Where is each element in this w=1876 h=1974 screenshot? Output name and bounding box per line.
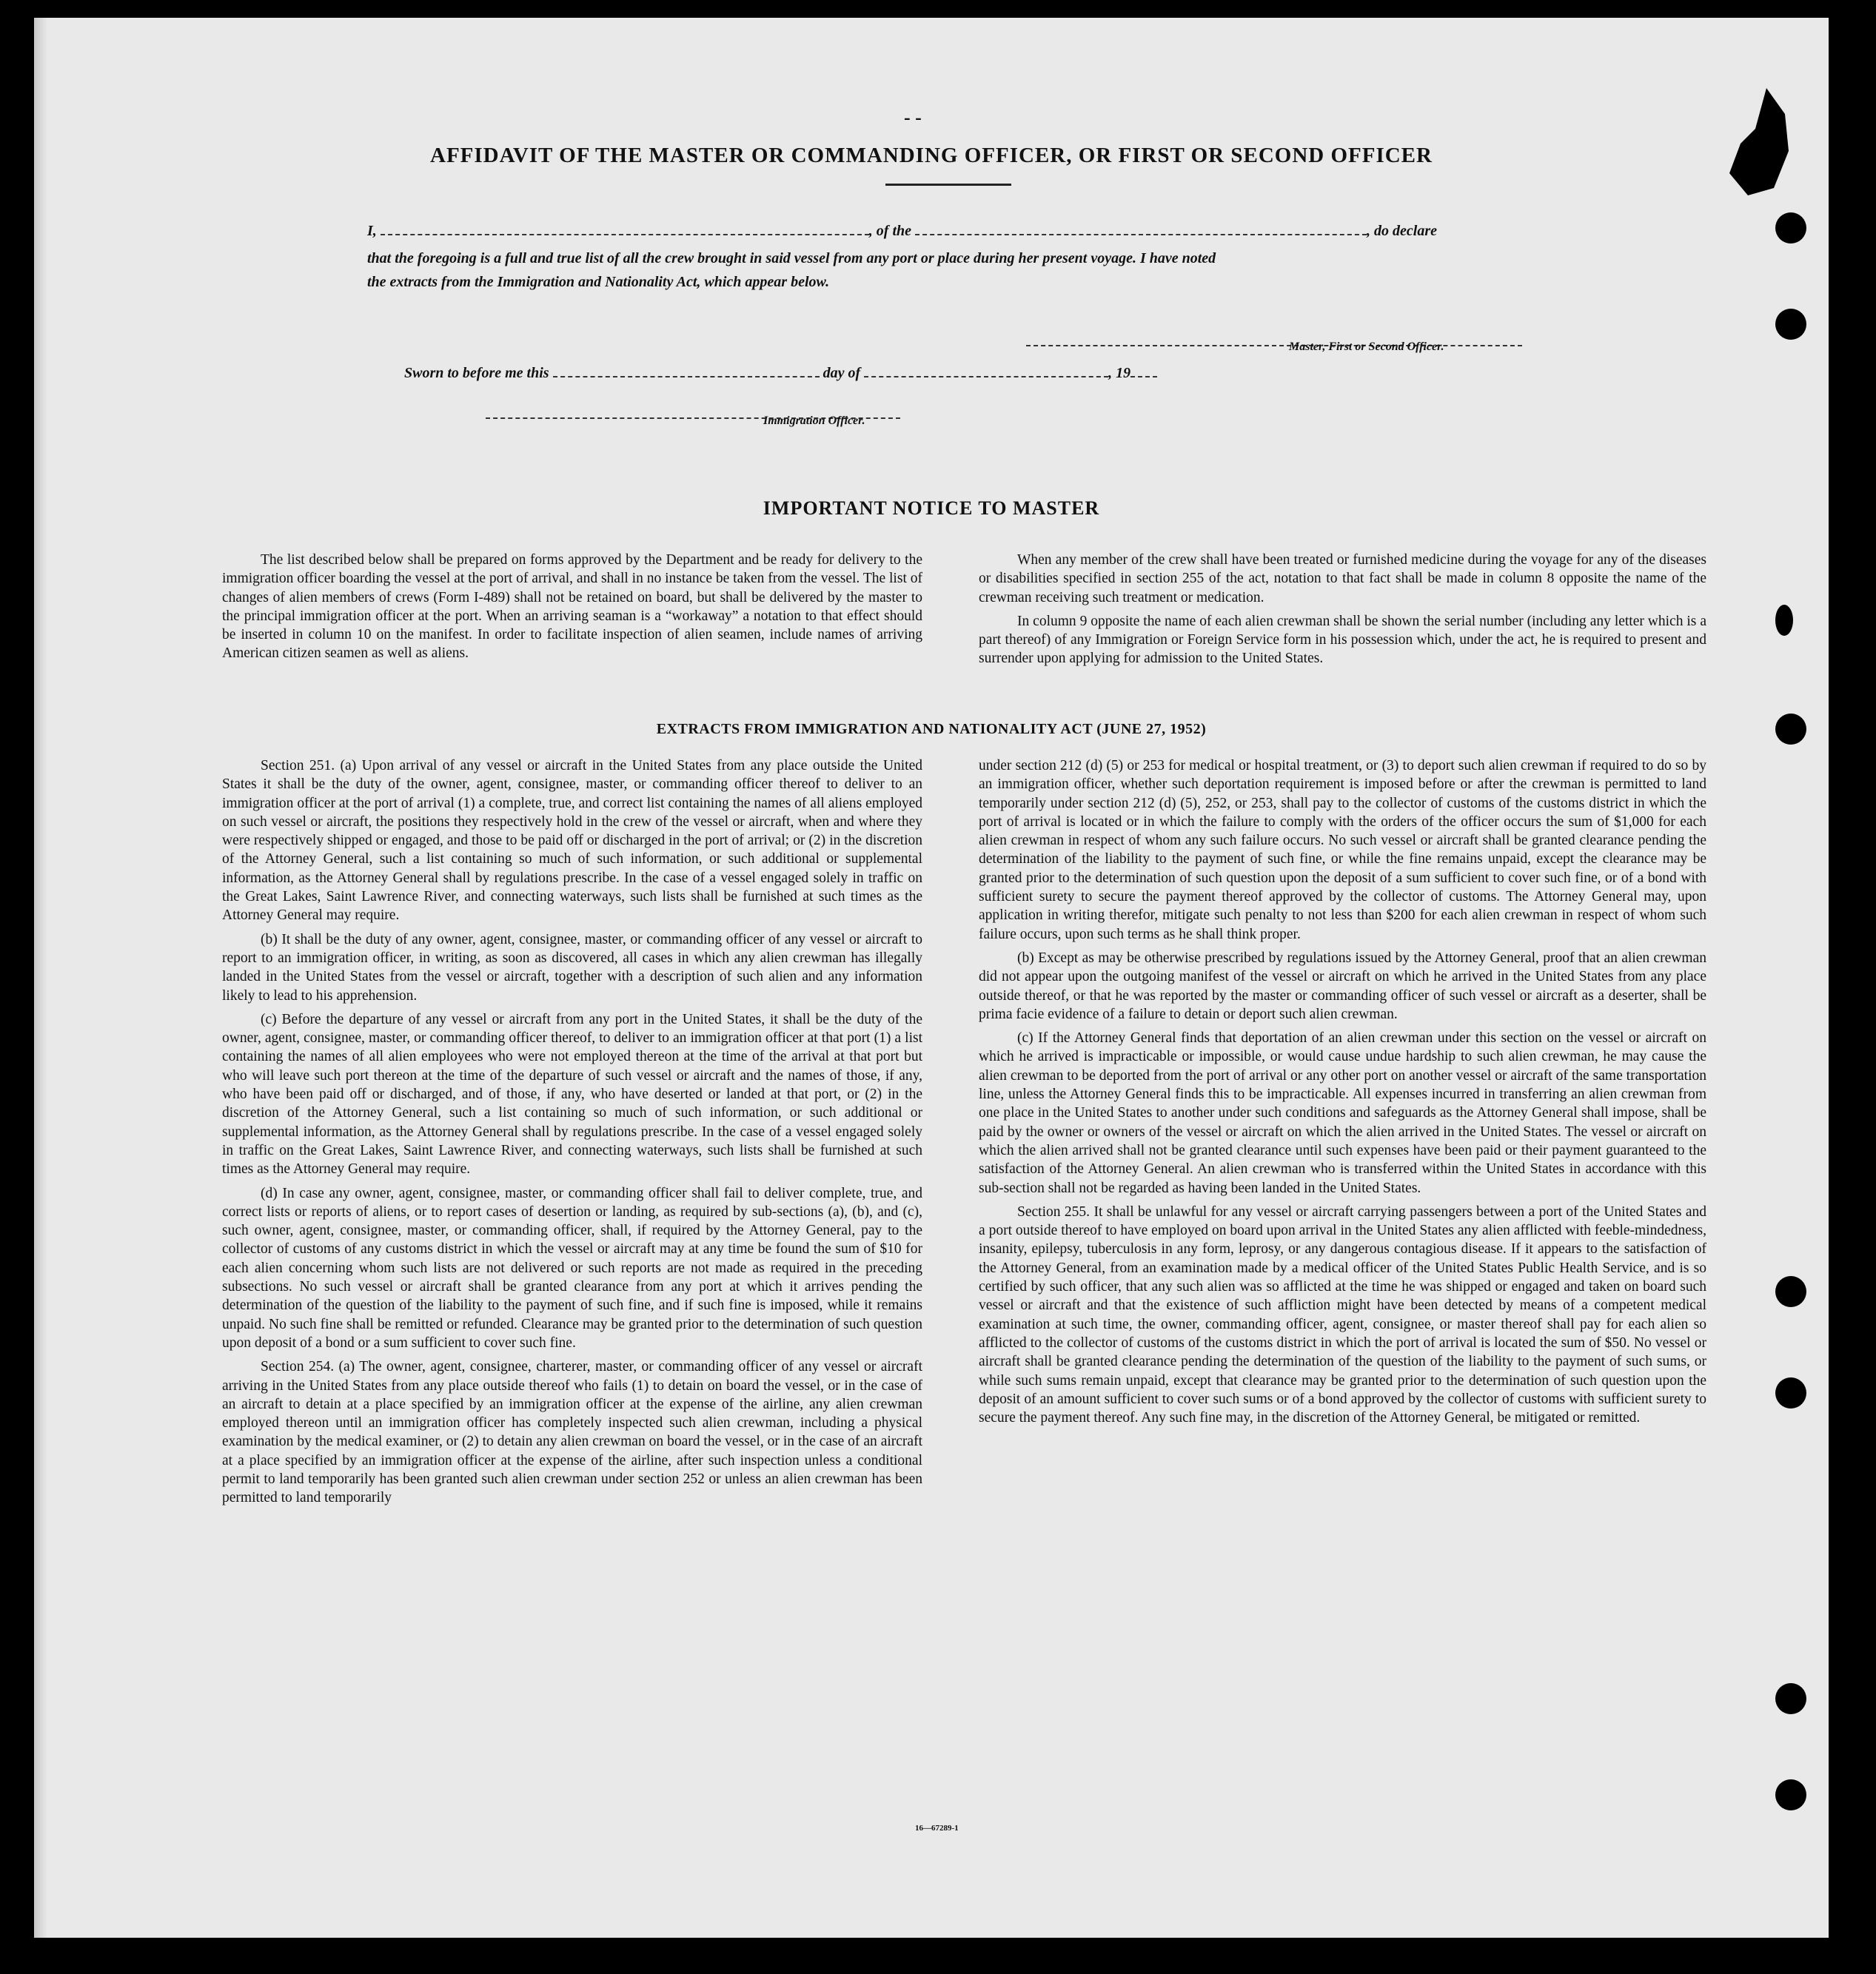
notice-paragraph: The list described below shall be prepared on forms approved by the Department and be ready for delivery to the immigration officer boarding the vessel at the port of arrival, and shall in no instance be taken from the vessel. The list of changes of alien members of crews (Form I-489) shall not be retained on board, but shall be delivered by the master to the principal immigration officer at the port. When an arriving seaman is a “workaway” a notation to that effect should be inserted in column 10 on the manifest. In order to facilitate inspection of alien seamen, include names of arriving American citizen seamen as well as aliens. — [222, 552, 922, 662]
punch-hole — [1775, 1377, 1806, 1409]
name-field[interactable] — [381, 222, 869, 235]
notice-left-column — [222, 551, 922, 668]
extracts-title: EXTRACTS FROM IMMIGRATION AND NATIONALITY ACT (JUNE 27, 1952) — [656, 721, 1207, 737]
page-edge-shadow — [34, 18, 47, 1938]
notice-right-column — [979, 551, 1706, 674]
section-paragraph: (b) It shall be the duty of any owner, agent, consignee, master, or commanding officer of any vessel or aircraft to report to an immigration officer, in writing, as soon as discovered, all cases in which any alien crewman has illegally landed in the United States from the vessel or aircraft, together with a description of such alien and any information likely to lead to his apprehension. — [222, 931, 922, 1004]
affidavit-title: AFFIDAVIT OF THE MASTER OR COMMANDING OFFICER, OR FIRST OR SECOND OFFICER — [430, 144, 1433, 167]
master-signature-line[interactable] — [1026, 333, 1522, 346]
punch-hole — [1775, 212, 1806, 244]
officer-caption: Immigration Officer. — [763, 414, 865, 427]
notice-paragraph: In column 9 opposite the name of each alien crewman shall be shown the serial number (including any letter which is a part thereof) of any Immigration or Foreign Service form in his possession which, under the act, he is required to present and surrender upon applying for admission to the United States. — [979, 613, 1706, 667]
section-paragraph: Section 251. (a) Upon arrival of any vessel or aircraft in the United States from any place outside the United States it shall be the duty of the owner, agent, consignee, master, or commanding officer thereof to deliver to an immigration officer at the port of arrival (1) a complete, true, and correct list containing the names of all aliens employed on such vessel or aircraft, the positions they respectively hold in the crew of the vessel or aircraft, when and where they were respectively shipped or engaged, and those to be paid off or discharged in the port of arrival; or (2) in the discretion of the Attorney General, such a list containing so much of such information, or such additional or supplemental information, as the Attorney General shall by regulations prescribe. In the case of a vessel engaged solely in traffic on the Great Lakes, Saint Lawrence River, and connecting waterways, such lists shall be furnished at such times as the Attorney General may require. — [222, 758, 922, 924]
header-mark: - - — [904, 107, 922, 128]
declaration-line-2: that the foregoing is a full and true list of all the crew brought in said vessel from any port or place during her present voyage. I have noted — [367, 250, 1216, 266]
punch-hole — [1775, 1276, 1806, 1307]
master-caption: Master, First or Second Officer. — [1289, 340, 1444, 353]
section-paragraph: (d) In case any owner, agent, consignee, master, or commanding officer shall fail to deliver complete, true, and correct lists or reports of aliens, or to report cases of desertion or landing, as required by sub-sections (a), (b), and (c), such owner, agent, consignee, master, or commanding officer, shall, if required by the Attorney General, pay to the collector of customs of any customs district in which the vessel or aircraft may at any time be found the sum of $10 for each alien concerning whom such lists are not delivered or such reports are not made as required in the preceding subsections. No such vessel or aircraft shall be granted clearance from any port at which it arrives pending the determination of the question of the liability to the payment of such fine, and if such fine is imposed, while it remains unpaid. No such fine shall be remitted or refunded. Clearance may be granted prior to the determination of such question upon deposit of a bond or a sum sufficient to cover such fine. — [222, 1185, 922, 1351]
title-rule — [885, 184, 1011, 186]
ink-blot-mark — [1715, 84, 1803, 203]
section-paragraph: (b) Except as may be otherwise prescribed by regulations issued by the Attorney General, proof that an alien crewman did not appear upon the outgoing manifest of the vessel or aircraft on which he arrived in the United States from any place outside thereof, or that he was reported by the master or commanding officer of such vessel or aircraft as a deserter, shall be prima facie evidence of a failure to detain or deport such alien crewman. — [979, 950, 1706, 1022]
sworn-year-field[interactable] — [1130, 364, 1157, 377]
section-paragraph: under section 212 (d) (5) or 253 for medical or hospital treatment, or (3) to deport such alien crewman if required to do so by an immigration officer, whether such deportation requirement is imposed before or after the crewman is permitted to land temporarily under section 212 (d) (5), 252, or 253, shall pay to the collector of customs of the customs district in which the port of arrival is located or in which the failure to comply with the orders of the officer occurs the sum of $1,000 for each alien crewman in respect of whom any such failure occurs. No such vessel or aircraft shall be granted clearance pending the determination of the liability to the payment of such fine, or while the fine remains unpaid, except the clearance may be granted prior to the determination of such question upon the deposit of a sum sufficient to cover such fine, or of a bond with sufficient surety to secure the payment thereof approved by the collector of customs. The Attorney General may, upon application in writing therefor, mitigate such penalty to not less than $200 for each alien crewman in respect of whom such failure occurs, upon such terms as he shall think proper. — [979, 758, 1706, 942]
punch-hole — [1775, 605, 1793, 636]
punch-hole — [1775, 1683, 1806, 1714]
section-paragraph: Section 254. (a) The owner, agent, consignee, charterer, master, or commanding officer of any vessel or aircraft arriving in the United States from any place outside thereof who fails (1) to detain on board the vessel, or in the case of an aircraft to detain at a place specified by an immigration officer at the expense of the airline, any alien crewman employed thereon until an immigration officer has completely inspected such alien crewman, including a physical examination by the medical examiner, or (2) to detain any alien crewman on board the vessel, or in the case of an aircraft at a place specified by an immigration officer at the expense of the airline, after such inspection unless a conditional permit to land temporarily has been granted such alien crewman under section 252 or unless an alien crewman has been permitted to land temporarily — [222, 1359, 922, 1506]
punch-hole — [1775, 1779, 1806, 1810]
sworn-line: Sworn to before me this day of , 19 — [404, 364, 1293, 382]
document-page — [34, 18, 1829, 1938]
sworn-month-field[interactable] — [864, 364, 1108, 377]
declaration-line-1: I, , of the , do declare — [367, 223, 1437, 239]
notice-paragraph: When any member of the crew shall have been treated or furnished medicine during the voyage for any of the diseases or disabilities specified in section 255 of the act, notation to that fact shall be made in column 8 opposite the name of the crewman receiving such treatment or medication. — [979, 552, 1706, 605]
section-paragraph: (c) Before the departure of any vessel or aircraft from any port in the United States, it shall be the duty of the owner, agent, consignee, master, or commanding officer thereof, to deliver to an immigration officer at that port (1) a list containing the names of all alien employees who were not employed thereon at the time of the arrival at that port but who will leave such port thereon at the time of the departure of such vessel or aircraft and the names of those, if any, who have been paid off or discharged, and of those, if any, who have deserted or landed at that port, or (2) in the discretion of the Attorney General, such a list containing so much of such information, or such additional or supplemental information, as the Attorney General shall by regulations prescribe. In the case of a vessel engaged solely in traffic on the Great Lakes, Saint Lawrence River, and connecting waterways, such lists shall be furnished at such times as the Attorney General may require. — [222, 1011, 922, 1178]
section-paragraph: Section 255. It shall be unlawful for any vessel or aircraft carrying passengers between a port of the United States and a port outside thereof to have employed on board upon arrival in the United States any alien afflicted with feeble-mindedness, insanity, epilepsy, tuberculosis in any form, leprosy, or any dangerous contagious disease. If it appears to the satisfaction of the Attorney General, from an examination made by a medical officer of the United States Public Health Service, and is so certified by such officer, that any such alien was so afflicted at the time he was shipped or engaged and taken on board such vessel or aircraft and that the existence of such affliction might have been detected by means of a competent medical examination at such time, the owner, commanding officer, agent, consignee, or master thereof shall pay for each alien so afflicted to the collector of customs of the customs district in which the port of arrival is located the sum of $50. No vessel or aircraft shall be granted clearance pending the determination of the question of the liability to the payment of such sums, or while such sums remain unpaid, except that clearance may be granted prior to the determination of such question upon the deposit of an amount sufficient to cover such sums or of a bond approved by the collector of customs with sufficient surety to secure the payment thereof. Any such fine may, in the discretion of the Attorney General, be mitigated or remitted. — [979, 1203, 1706, 1426]
vessel-field[interactable] — [915, 222, 1367, 235]
section-paragraph: (c) If the Attorney General finds that deportation of an alien crewman under this section on the vessel or aircraft on which he arrived is impracticable or impossible, or would cause undue hardship to such alien crewman, he may cause the alien crewman to be deported from the port of arrival or any other port on another vessel or aircraft of the same transportation line, unless the Attorney General finds this to be impracticable. All expenses incurred in transferring an alien crewman from one place in the United States to another under such conditions and safeguards as the Attorney General shall impose, shall be paid by the owner or owners of the vessel or aircraft on which the alien arrived in the United States. The vessel or aircraft on which the alien arrived shall not be granted clearance until such expenses have been paid or their payment guaranteed to the satisfaction of the Attorney General. An alien crewman who is transferred within the United States in accordance with this sub-section shall not be regarded as having been landed in the United States. — [979, 1030, 1706, 1196]
declaration-line-3: the extracts from the Immigration and Nationality Act, which appear below. — [367, 274, 830, 290]
notice-title: IMPORTANT NOTICE TO MASTER — [763, 497, 1100, 519]
punch-hole — [1775, 714, 1806, 745]
sworn-day-field[interactable] — [553, 364, 820, 377]
extracts-left-column — [222, 756, 922, 1513]
punch-hole — [1775, 309, 1806, 340]
form-code: 16—67289-1 — [915, 1824, 959, 1833]
extracts-right-column — [979, 756, 1706, 1432]
